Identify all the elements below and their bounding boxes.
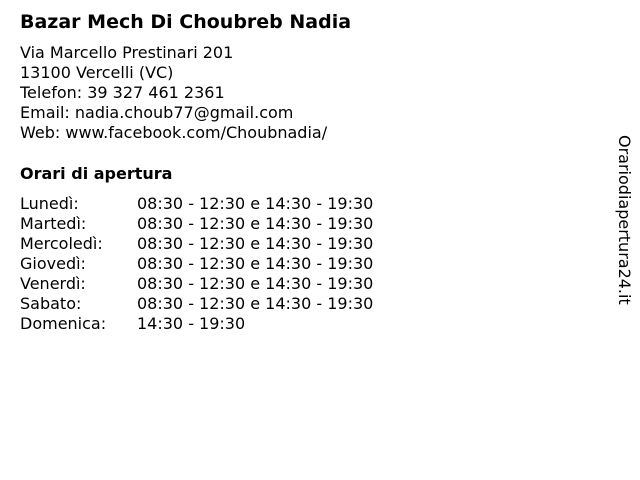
opening-hours-heading: Orari di apertura [20, 164, 173, 183]
opening-hours-list [20, 194, 373, 334]
day-hours: 14:30 - 19:30 [137, 314, 246, 333]
hours-row-saturday [20, 294, 373, 314]
hours-row-friday [20, 274, 373, 294]
day-hours: 08:30 - 12:30 e 14:30 - 19:30 [137, 274, 374, 293]
day-hours: 08:30 - 12:30 e 14:30 - 19:30 [137, 194, 374, 213]
day-label: Domenica: [20, 314, 107, 333]
day-label: Mercoledì: [20, 234, 103, 253]
contact-block [20, 43, 327, 143]
day-label: Venerdì: [20, 274, 86, 293]
hours-row-tuesday [20, 214, 373, 234]
day-hours: 08:30 - 12:30 e 14:30 - 19:30 [137, 214, 374, 233]
hours-row-wednesday [20, 234, 373, 254]
day-label: Martedì: [20, 214, 87, 233]
day-label: Sabato: [20, 294, 82, 313]
day-hours: 08:30 - 12:30 e 14:30 - 19:30 [137, 234, 374, 253]
website-address: Web: www.facebook.com/Choubnadia/ [20, 123, 328, 142]
hours-row-sunday [20, 314, 373, 334]
day-hours: 08:30 - 12:30 e 14:30 - 19:30 [137, 294, 374, 313]
email-address: Email: nadia.choub77@gmail.com [20, 103, 294, 122]
phone-number: Telefon: 39 327 461 2361 [20, 83, 225, 102]
address-street: Via Marcello Prestinari 201 [20, 43, 234, 62]
day-hours: 08:30 - 12:30 e 14:30 - 19:30 [137, 254, 374, 273]
hours-row-monday [20, 194, 373, 214]
day-label: Giovedì: [20, 254, 86, 273]
hours-row-thursday [20, 254, 373, 274]
address-city: 13100 Vercelli (VC) [20, 63, 174, 82]
day-label: Lunedì: [20, 194, 79, 213]
business-name: Bazar Mech Di Choubreb Nadia [20, 11, 352, 33]
site-watermark: Orariodiapertura24.it [615, 135, 634, 305]
